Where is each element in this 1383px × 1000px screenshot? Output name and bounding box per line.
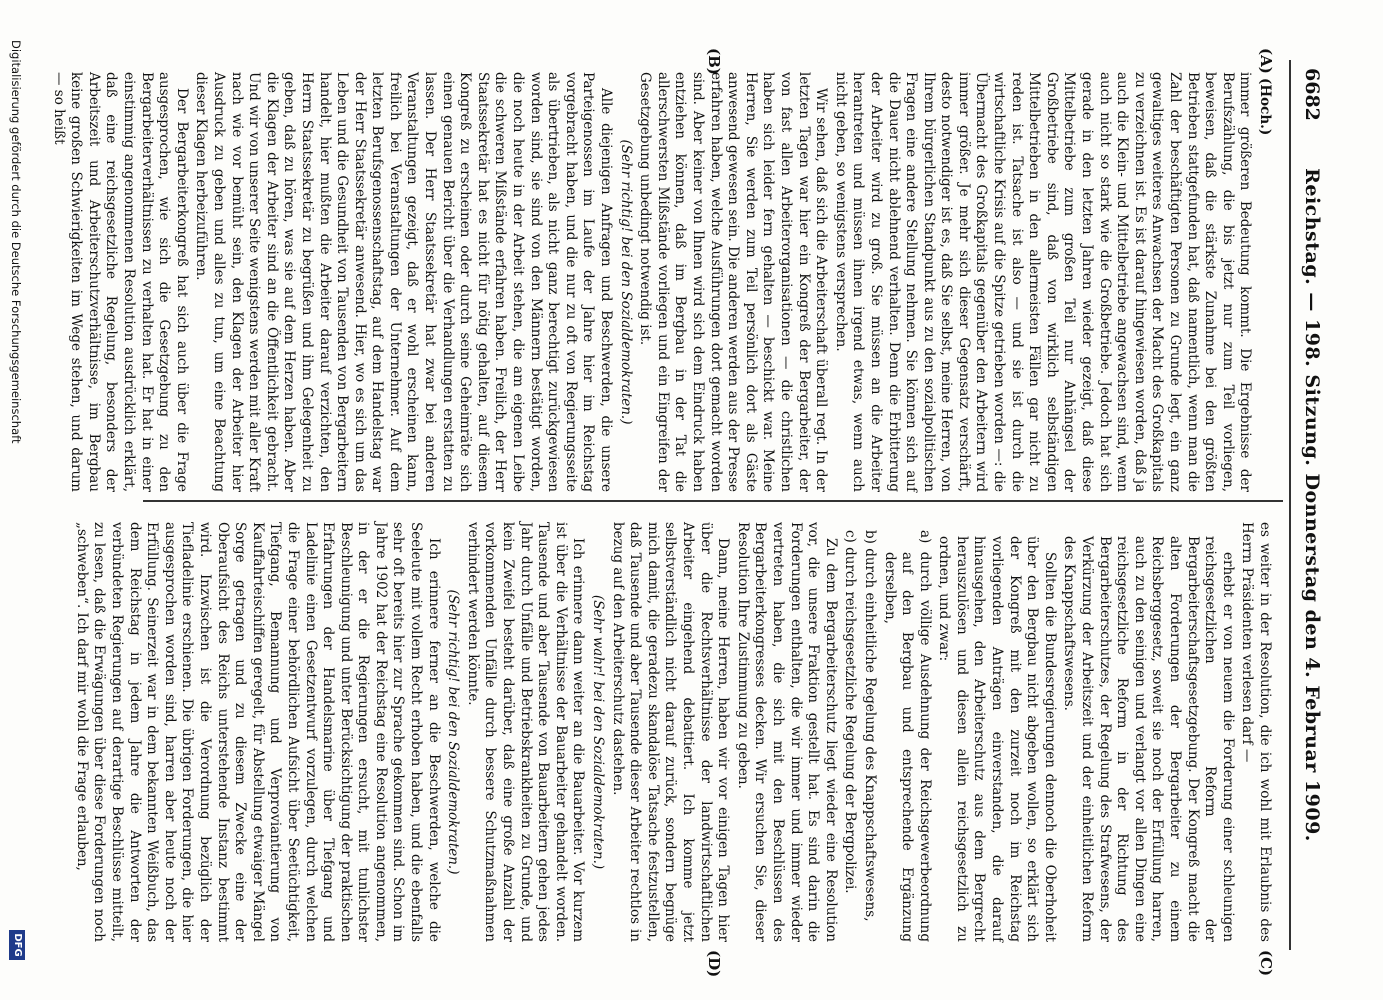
- paragraph: Der Bergarbeiterkongreß hat sich auch über die Frage ausgesprochen, wie sich die Gesetzgebung zu den Bergarbeiterverhältnissen zu verhalten hat. Er hat in einer einstimmig angenommenen Resolution ausdrücklich erklärt, daß eine reichsgesetzliche Regelung, besonders der Arbeitszeit und Arbeiterschutzverhältnisse, im Bergbau keine großen Schwierigkeiten im Wege stehen, und darum — so heißt: [50, 72, 190, 492]
- column-divider: [143, 500, 1283, 502]
- speaker-name: (Hoch.): [1257, 78, 1273, 136]
- list-item: a) durch völlige Ausdehnung der Reichsgewerbeordnung auf den Bergbau und entsprechende Ergänzung derselben,: [881, 530, 933, 942]
- quoted-resolution: Sollten die Bundesregierungen dennoch die Oberhoheit über den Bergbau nicht abgeben wollen, so erklärt sich der Kongreß mit den zurzeit noch im Reichstag vorliegenden Anträgen einverstanden, die darauf hinausgehen, den Arbeiterschutz aus dem Bergrecht herauszulösen und diesen allein reichsgesetzlich zu ordnen, und zwar:: [936, 536, 1058, 942]
- paragraph: Alle diejenigen Anfragen und Beschwerden, die unsere Parteigenossen im Laufe der Jahre hier im Reichstag vorgebracht haben, und die nur zu oft von Regierungsseite als übertrieben, als nicht ganz berechtigt zurückgewiesen worden sind, sie sind von den Männern bestätigt worden, die noch heute in der Arbeit stehen, die am eigenen Leibe die schweren Mißstände erfahren haben. Freilich, der Herr Staatssekretär hat es nicht für nötig gehalten, auf diesem Kongreß zu erscheinen oder durch seine Geheimräte sich einen genauen Bericht über die Verhandlungen erstatten zu lassen. Der Herr Staatssekretär hat zwar bei anderen Veranstaltungen gezeigt, daß er wohl erscheinen kann, freilich bei Veranstaltungen der Unternehmer. Auf dem letzten Berufsgenossenschaftstag, auf dem Handelstag war der Herr Staatssekretär anwesend. Hier, wo es sich um das Leben und die Gesundheit von Tausenden von Bergarbeitern handelt, hier mußten die Arbeiter darauf verzichten, den Herrn Staatssekretär zu begrüßen und ihm Gelegenheit zu geben, daß zu hören, was sie auf dem Herzen haben. Aber die Klagen der Arbeiter sind an die Öffentlichkeit gebracht. Und wir von unserer Seite wenigstens werden mit aller Kraft nach wie vor bemüht sein, den Klagen der Arbeiter hier Ausdruck zu geben und alles zu tun, um eine Beachtung dieser Klagen herbeizuführen.: [193, 72, 615, 492]
- page-title: Reichstag. — 198. Sitzung. Donnerstag den 4. Februar 1909.: [1301, 168, 1323, 842]
- paragraph: Dann, meine Herren, haben wir vor einigen Tagen hier über die Rechtsverhältnisse der landwirtschaftlichen Arbeiter eingehend debattiert. Ich komme jetzt selbstverständlich nicht darauf zurück, sondern begnüge mich damit, die geradezu skandalöse Tatsache festzustellen, daß Tausende und aber Tausende dieser Arbeiter rechtlos in bezug auf den Arbeiterschutz dastehen.: [609, 522, 732, 942]
- list-item: c) durch reichsgesetzliche Regelung der Bergpolizei.: [842, 530, 859, 894]
- right-column: [73, 522, 1273, 942]
- dfg-logo: DFG: [9, 930, 25, 960]
- left-column: [50, 72, 1273, 492]
- interjection: (Sehr richtig! bei den Sozialdemokraten.): [617, 139, 634, 425]
- margin-marker-a: (A): [1257, 48, 1275, 74]
- interjection: (Sehr richtig! bei den Sozialdemokraten.): [445, 589, 462, 875]
- paragraph: Zu dem Bergarbeiterschutz liegt wieder eine Resolution vor, die unsere Fraktion gestellt hat. Es sind darin die Forderungen enthalten, die wir immer und immer wieder vertreten haben, die sich mit den Beschlüssen des Bergarbeiterkongresses decken. Wir ersuchen Sie, dieser Resolution Ihre Zustimmung zu geben.: [734, 522, 839, 942]
- header-rule: [1289, 60, 1291, 950]
- margin-marker-b: (B): [705, 48, 723, 75]
- list-item: b) durch einheitliche Regelung des Knappschaftswesens,: [861, 530, 878, 922]
- funding-notice: Digitalisierung gefördert durch die Deutsche Forschungsgemeinschaft: [9, 40, 23, 444]
- paragraph: immer größeren Bedeutung kommt. Die Ergebnisse der Berufszählung, die bis jetzt nur zum Teil vorliegen, beweisen, daß die stärkste Zunahme bei den größten Betrieben stattgefunden hat, daß namentlich, wenn man die Zahl der beschäftigten Personen zu Grunde legt, ein ganz gewaltiges weiteres Anwachsen der Macht des Großkapitals zu verzeichnen ist. Es ist darauf hingewiesen worden, daß ja auch die Klein- und Mittelbetriebe angewachsen sind, wenn auch nicht so stark wie die Großbetriebe. Jedoch hat sich gerade in den letzten Jahren wieder gezeigt, daß diese Mittelbetriebe zum großen Teil nur Anhängsel der Großbetriebe sind, daß von wirklich selbständigen Mittelbetrieben in den allermeisten Fällen gar nicht zu reden ist. Tatsache ist also — und sie ist durch die wirtschaftliche Krisis auf die Spitze getrieben worden —: die Übermacht des Großkapitals gegenüber den Arbeitern wird immer größer. Je mehr sich dieser Gegensatz verschärft, desto notwendiger ist es, daß Sie selbst, meine Herren, von Ihrem bürgerlichen Standpunkt aus zu den sozialpolitischen Fragen eine andere Stellung nehmen. Sie können sich auf die Dauer nicht ablehnend verhalten. Denn die Erbitterung der Arbeiter wird zu groß. Sie müssen an die Arbeiter herantreten und müssen ihnen irgend etwas, wenn auch nicht geben, so wenigstens versprechen.: [832, 72, 1254, 492]
- paragraph: Ich erinnere dann weiter an die Bauarbeiter. Vor kurzem ist über die Verhältnisse der Bauarbeiter gehandelt worden. Tausende und aber Tausende von Bauarbeitern gehen jedes Jahr durch Unfälle und Betriebskrankheiten zu Grunde, und kein Zweifel besteht darüber, daß eine große Anzahl der vorkommenden Unfälle durch bessere Schutzmaßnahmen verhindert werden könnte.: [464, 522, 587, 942]
- paragraph: Wir sehen, daß sich die Arbeiterschaft überall regt. In der letzten Tagen war hier ein Kongreß der Bergarbeiter, der von fast allen Arbeiterorganisationen — die christlichen haben sich leider fern gehalten — beschickt war. Meine Herren, Sie werden zum Teil persönlich dort als Gäste anwesend gewesen sein. Die anderen werden aus der Presse erfahren haben, welche Ausführungen dort gemacht worden sind. Aber keiner von Ihnen wird sich dem Eindruck haben entziehen können, daß im Bergbau in der Tat die allerschwersten Mißstände vorliegen und ein Eingreifen der Gesetzgebung unbedingt notwendig ist.: [637, 72, 830, 492]
- page-number: 6682: [1301, 68, 1323, 121]
- paragraph: Ich erinnere ferner an die Beschwerden, welche die Seeleute mit vollem Recht erhoben haben, und die ebenfalls sehr oft bereits hier zur Sprache gekommen sind. Schon im Jahre 1902 hat der Reichstag eine Resolution angenommen, in der er die Regierungen ersucht, mit tunlichster Beschleunigung und unter Berücksichtigung der praktischen Erfahrungen der Handelsmarine über Tiefgang und Ladelinie einen Gesetzentwurf vorzulegen, durch welchen die Frage einer behördlichen Aufsicht über Seetüchtigkeit, Tiefgang, Bemannung und Verproviantierung von Kauffahrteischiffen geregelt, für Abstellung etwaiger Mängel Sorge getragen und zu diesem Zwecke eine der Oberaufsicht des Reichs unterstehende Instanz bestimmt wird. Inzwischen ist die Verordnung bezüglich der Tiefladelinie erschienen. Die übrigen Forderungen, die hier ausgesprochen worden sind, harren aber heute noch der Erfüllung. Seinerzeit war in dem bekannten Weißbuch, das dem Reichstag in jedem Jahre die Antworten der verbündeten Regierungen auf derartige Beschlüsse mitteilt, zu lesen, daß die Erwägungen über diese Forderungen noch „schweben“. Ich darf mir wohl die Frage erlauben,: [73, 522, 442, 942]
- paragraph: es weiter in der Resolution, die ich wohl mit Erlaubnis des Herrn Präsidenten verlesen darf —: [1239, 522, 1273, 942]
- margin-marker-d: (D): [705, 950, 723, 978]
- interjection: (Sehr wahr! bei den Sozialdemokraten.): [590, 594, 607, 870]
- quoted-resolution: erhebt er von neuem die Forderung einer schleunigen reichsgesetzlichen Reform der Bergarbeiterschaftsgesetzgebung. Der Kongreß macht die alten Forderungen der Bergarbeiter zu einem Reichsberggesetz, soweit sie noch der Erfüllung harren, auch zu den seinigen und verlangt vor allen Dingen eine reichsgesetzliche Reform in der Richtung des Bergarbeiterschutzes, der Regelung des Strafwesens, der Verkürzung der Arbeitszeit und der einheitlichen Reform des Knappschaftswesens.: [1061, 536, 1236, 942]
- margin-marker-c: (C): [1257, 950, 1275, 977]
